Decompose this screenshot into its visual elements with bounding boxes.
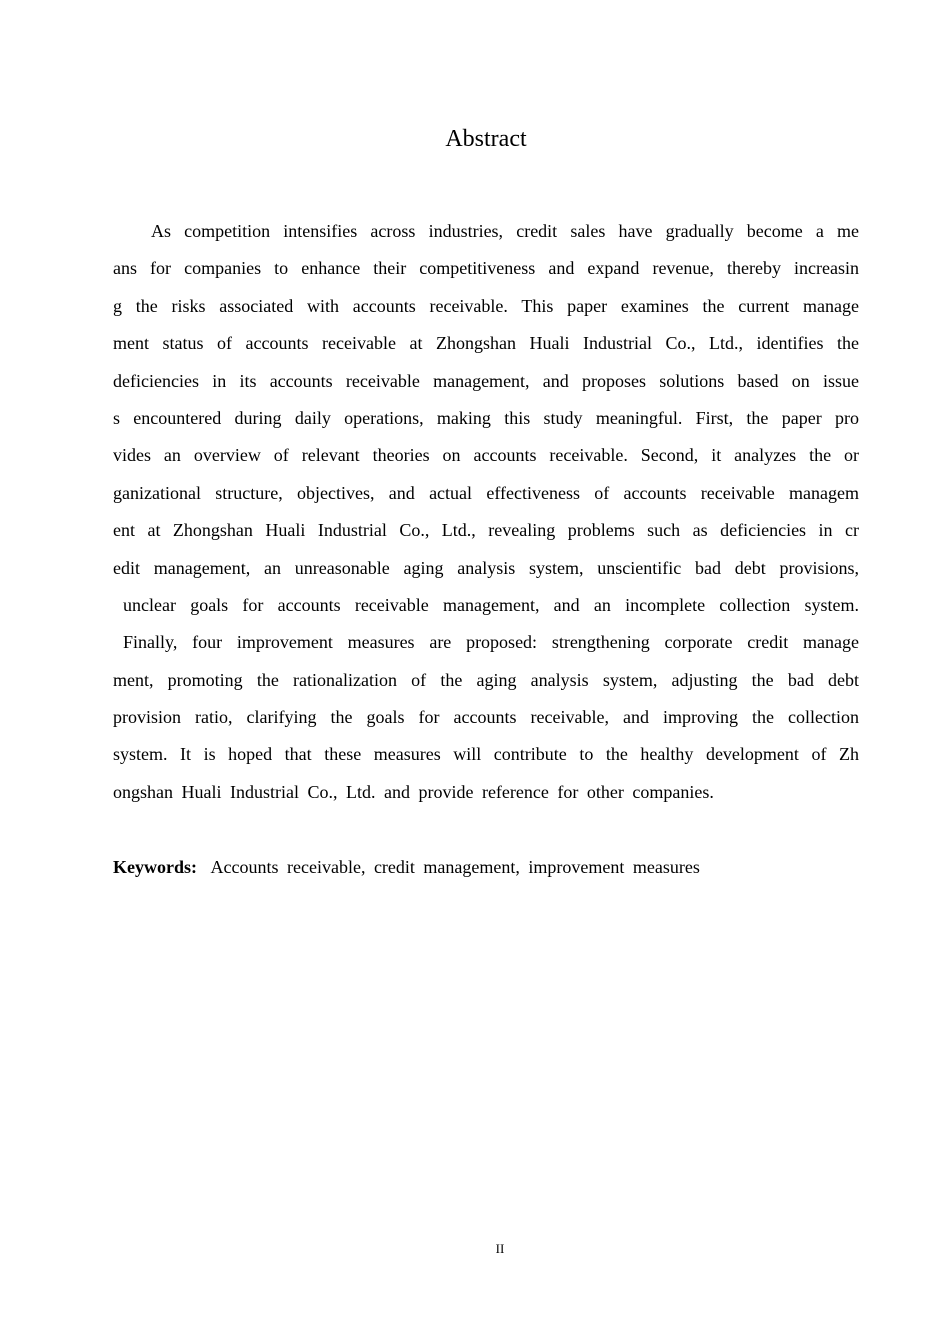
abstract-line: deficiencies in its accounts receivable management, and proposes solutions based on issue xyxy=(113,370,859,391)
abstract-line: Finally, four improvement measures are proposed: strengthening corporate credit manage xyxy=(123,632,859,653)
abstract-line: s encountered during daily operations, making this study meaningful. First, the paper pro xyxy=(113,407,859,428)
abstract-line: system. It is hoped that these measures will contribute to the healthy development of Zh xyxy=(113,744,859,765)
abstract-line: ongshan Huali Industrial Co., Ltd. and provide reference for other companies. xyxy=(113,781,714,802)
keywords-label: Keywords: xyxy=(113,857,197,877)
keywords-text: Accounts receivable, credit management, improvement measures xyxy=(210,857,700,877)
abstract-line: ment, promoting the rationalization of the aging analysis system, adjusting the bad debt xyxy=(113,669,859,690)
page-title: Abstract xyxy=(445,126,527,152)
abstract-line: provision ratio, clarifying the goals for accounts receivable, and improving the collection xyxy=(113,707,859,728)
abstract-line: ans for companies to enhance their competitiveness and expand revenue, thereby increasin xyxy=(113,258,859,279)
abstract-line: ent at Zhongshan Huali Industrial Co., Ltd., revealing problems such as deficiencies in cr xyxy=(113,520,859,541)
abstract-line: g the risks associated with accounts receivable. This paper examines the current manage xyxy=(113,295,859,316)
abstract-line: ganizational structure, objectives, and actual effectiveness of accounts receivable managem xyxy=(113,482,859,503)
abstract-body xyxy=(113,213,859,811)
abstract-line: vides an overview of relevant theories on accounts receivable. Second, it analyzes the or xyxy=(113,445,859,466)
abstract-line: ment status of accounts receivable at Zhongshan Huali Industrial Co., Ltd., identifies the xyxy=(113,333,859,354)
abstract-line: As competition intensifies across industries, credit sales have gradually become a me xyxy=(151,221,859,241)
abstract-line: unclear goals for accounts receivable management, and an incomplete collection system. xyxy=(123,594,859,615)
abstract-line: edit management, an unreasonable aging analysis system, unscientific bad debt provisions, xyxy=(113,557,859,578)
keywords-line xyxy=(113,851,859,883)
page-number: II xyxy=(495,1241,505,1256)
